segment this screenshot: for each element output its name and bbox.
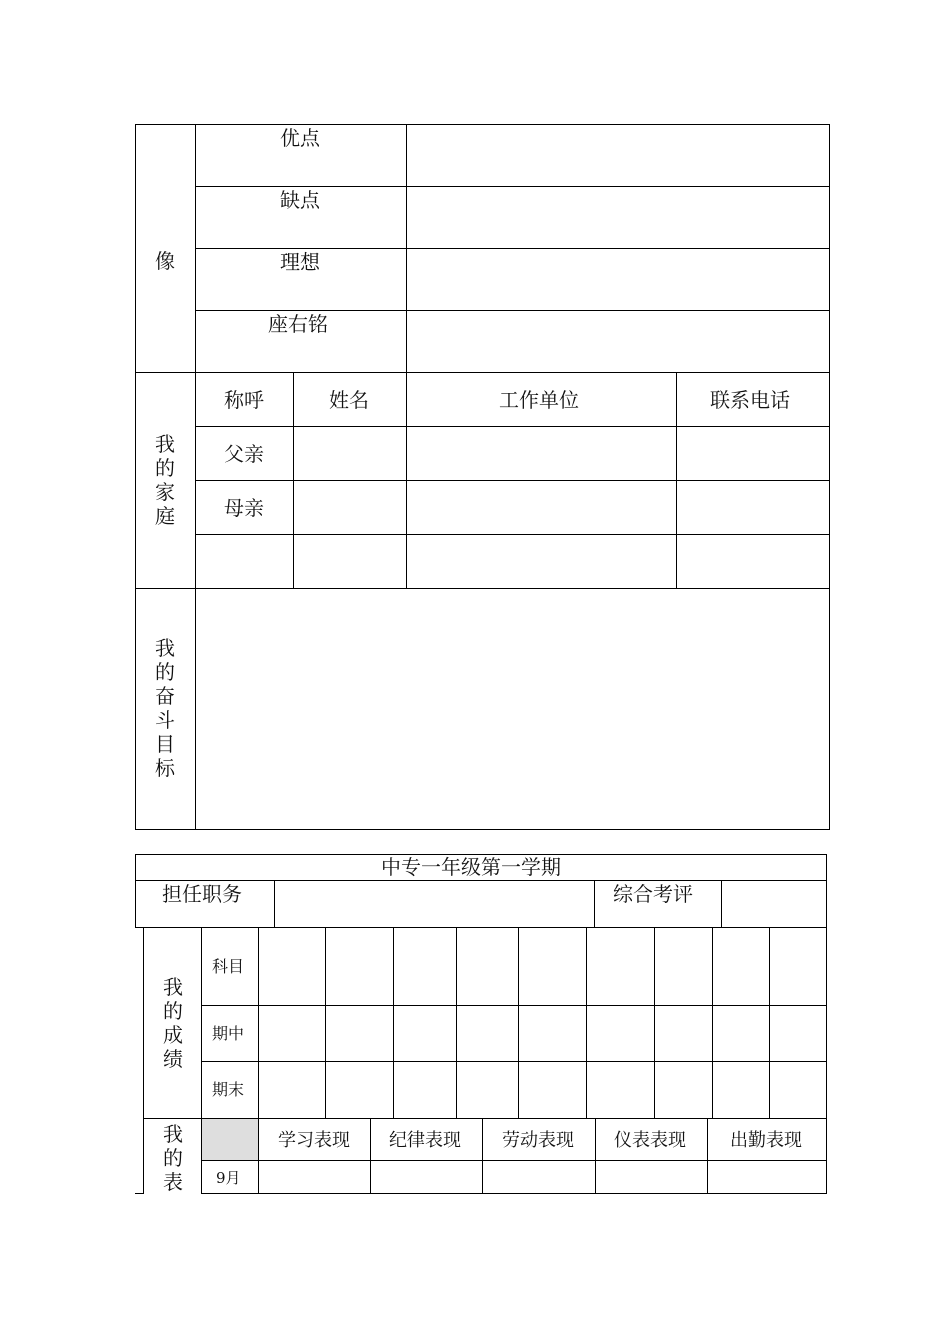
weaknesses-field[interactable] xyxy=(407,187,829,247)
ideal-field[interactable] xyxy=(407,249,829,309)
family-header-workplace: 工作单位 xyxy=(499,388,579,412)
family-header-relation: 称呼 xyxy=(224,388,264,412)
motto-field[interactable] xyxy=(407,311,829,371)
perf-header-labor: 劳动表现 xyxy=(502,1130,574,1151)
month-september: 9月 xyxy=(216,1169,241,1187)
family-relation-mother: 母亲 xyxy=(224,496,264,520)
weaknesses-label: 缺点 xyxy=(280,188,320,212)
family-relation-father: 父亲 xyxy=(224,442,264,466)
grade-row-midterm: 期中 xyxy=(212,1024,245,1043)
semester-title: 中专一年级第一学期 xyxy=(381,855,561,879)
perf-header-appearance: 仪表表现 xyxy=(614,1130,686,1151)
grades-label: 我的成绩 xyxy=(163,975,183,1071)
duty-field[interactable] xyxy=(275,881,593,926)
perf-header-study: 学习表现 xyxy=(278,1130,350,1151)
family-header-phone: 联系电话 xyxy=(710,388,790,412)
duty-label: 担任职务 xyxy=(162,882,242,906)
review-label: 综合考评 xyxy=(613,882,693,906)
goal-field[interactable] xyxy=(196,589,829,829)
grade-row-subject: 科目 xyxy=(212,957,245,976)
strengths-field[interactable] xyxy=(407,125,829,185)
goal-label: 我的奋斗目标 xyxy=(155,636,175,780)
grade-row-final: 期末 xyxy=(212,1080,245,1099)
family-label: 我的家庭 xyxy=(155,432,175,528)
performance-label: 我的表 xyxy=(163,1122,183,1194)
blank-header-cell xyxy=(202,1119,258,1160)
perf-header-attendance: 出勤表现 xyxy=(730,1130,802,1151)
family-header-name: 姓名 xyxy=(329,388,369,412)
motto-label: 座右铭 xyxy=(268,312,328,336)
ideal-label: 理想 xyxy=(280,250,320,274)
portrait-label: 像 xyxy=(155,249,175,273)
perf-header-discipline: 纪律表现 xyxy=(389,1130,461,1151)
review-field[interactable] xyxy=(722,881,825,926)
strengths-label: 优点 xyxy=(280,126,320,150)
